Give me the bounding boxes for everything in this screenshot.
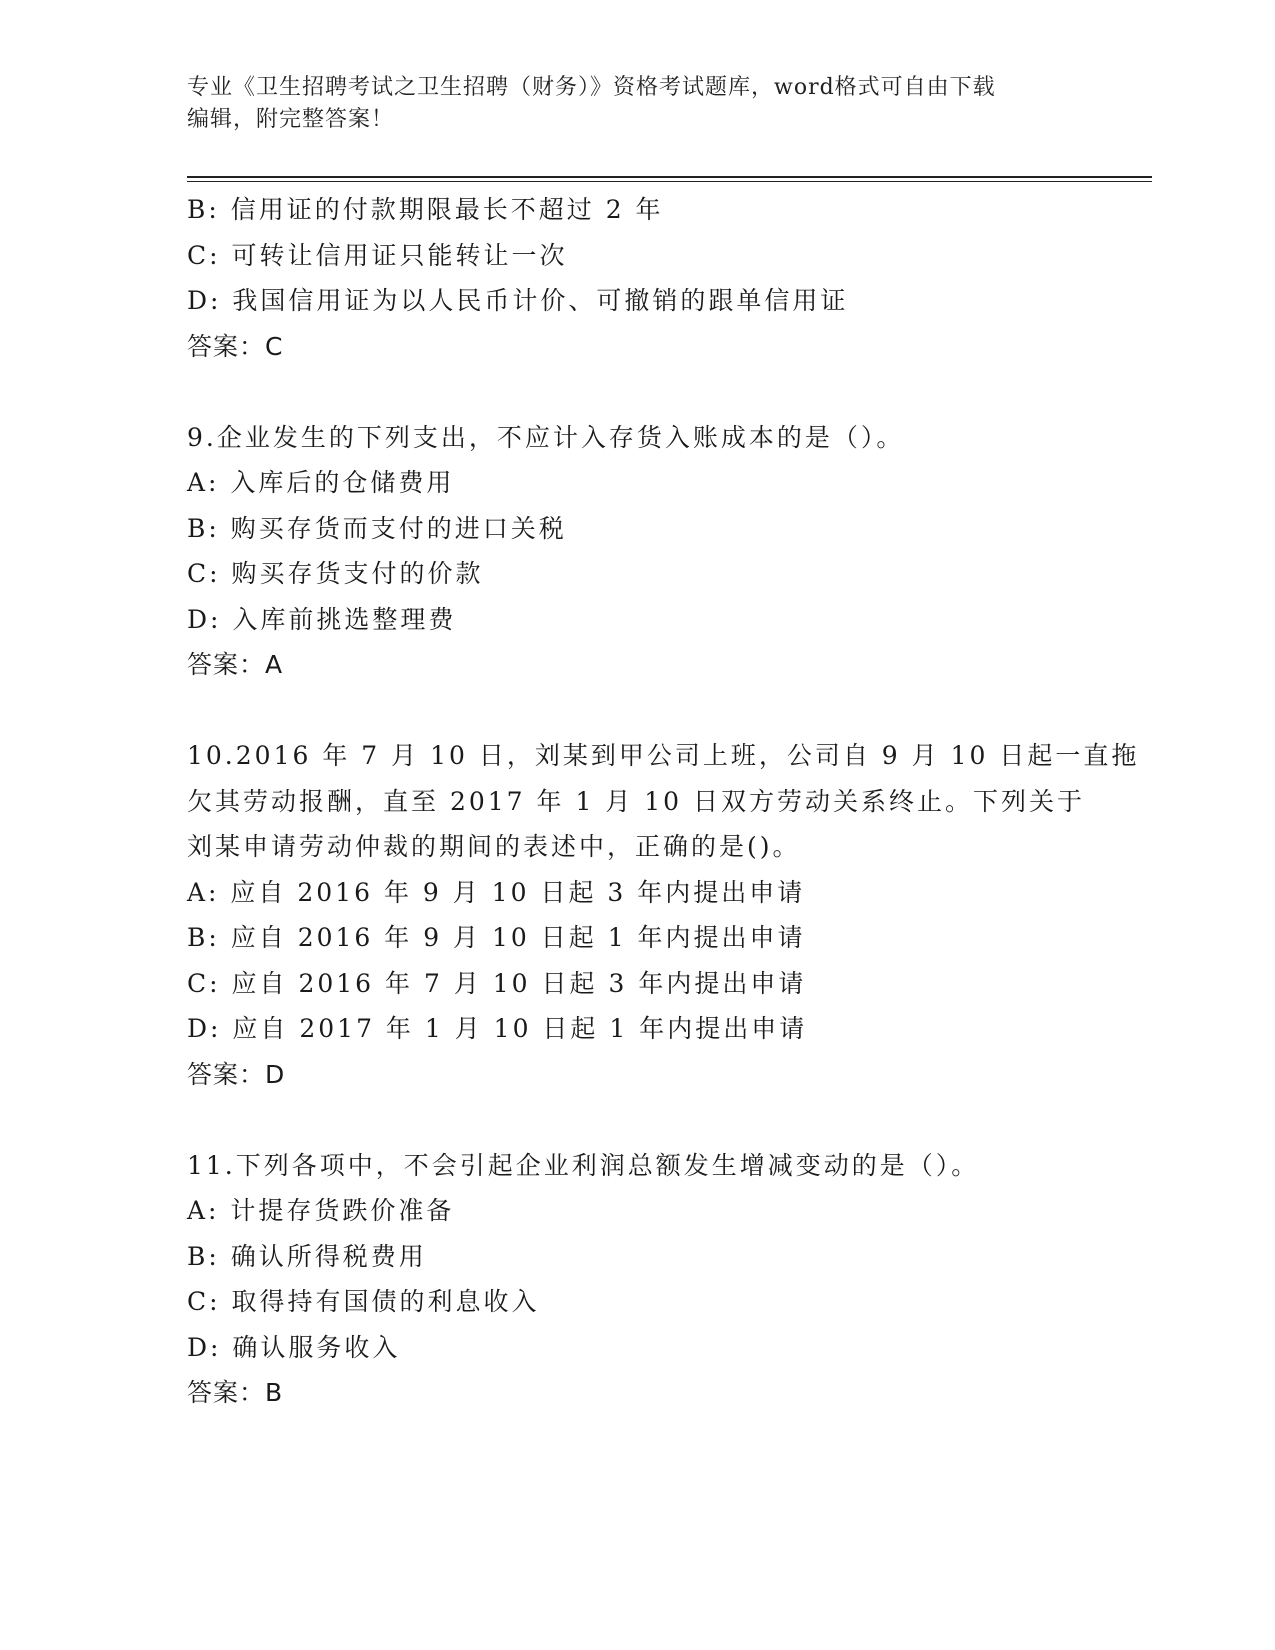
- q10-stem-line-3: 刘某申请劳动仲裁的期间的表述中，正确的是()。: [187, 832, 801, 861]
- spacer: [187, 369, 1137, 415]
- q9-option-a: A: 入库后的仓储费用: [187, 468, 455, 497]
- q11-option-a: A: 计提存货跌价准备: [187, 1196, 455, 1225]
- q8-option-d: D: 我国信用证为以人民币计价、可撤销的跟单信用证: [187, 286, 849, 315]
- q10-option-b: B: 应自 2016 年 9 月 10 日起 1 年内提出申请: [187, 923, 806, 952]
- q10-stem-line-1: 10.2016 年 7 月 10 日，刘某到甲公司上班，公司自 9 月 10 日起一直拖: [187, 741, 1140, 770]
- q10-option-a: A: 应自 2016 年 9 月 10 日起 3 年内提出申请: [187, 877, 806, 907]
- question-list: [187, 187, 1140, 1416]
- question-8: [187, 187, 1137, 369]
- header-line-2: 编辑，附完整答案！: [187, 107, 395, 132]
- header-divider-thin: [187, 181, 1152, 182]
- question-9: [187, 415, 1137, 688]
- q11-option-d: D: 确认服务收入: [187, 1332, 401, 1362]
- q9-option-b: B: 购买存货而支付的进口关税: [187, 513, 567, 543]
- q9-answer: 答案：A: [187, 650, 284, 679]
- q10-option-d: D: 应自 2017 年 1 月 10 日起 1 年内提出申请: [187, 1014, 808, 1043]
- q11-option-b: B: 确认所得税费用: [187, 1241, 427, 1271]
- q10-answer: 答案：D: [187, 1059, 286, 1089]
- spacer: [187, 1097, 1137, 1143]
- q9-option-d: D: 入库前挑选整理费: [187, 604, 457, 634]
- q10-option-c: C: 应自 2016 年 7 月 10 日起 3 年内提出申请: [187, 968, 807, 998]
- q11-option-c: C: 取得持有国债的利息收入: [187, 1287, 540, 1316]
- q8-answer: 答案：C: [187, 331, 284, 361]
- q8-option-b: B: 信用证的付款期限最长不超过 2 年: [187, 195, 664, 224]
- q11-stem: 11.下列各项中，不会引起企业利润总额发生增减变动的是（）。: [187, 1150, 980, 1180]
- q11-answer: 答案：B: [187, 1378, 284, 1407]
- header-line-1: 专业《卫生招聘考试之卫生招聘（财务）》资格考试题库，word格式可自由下载: [187, 75, 996, 100]
- q8-option-c: C: 可转让信用证只能转让一次: [187, 240, 568, 270]
- q9-stem: 9.企业发生的下列支出，不应计入存货入账成本的是（）。: [187, 422, 905, 452]
- question-10: [187, 733, 1140, 1097]
- spacer: [187, 688, 1137, 734]
- q9-option-c: C: 购买存货支付的价款: [187, 559, 484, 588]
- header-divider-thick: [187, 176, 1152, 178]
- document-header: [187, 72, 1087, 136]
- q10-stem-line-2: 欠其劳动报酬，直至 2017 年 1 月 10 日双方劳动关系终止。下列关于: [187, 786, 1086, 816]
- question-11: [187, 1143, 1137, 1416]
